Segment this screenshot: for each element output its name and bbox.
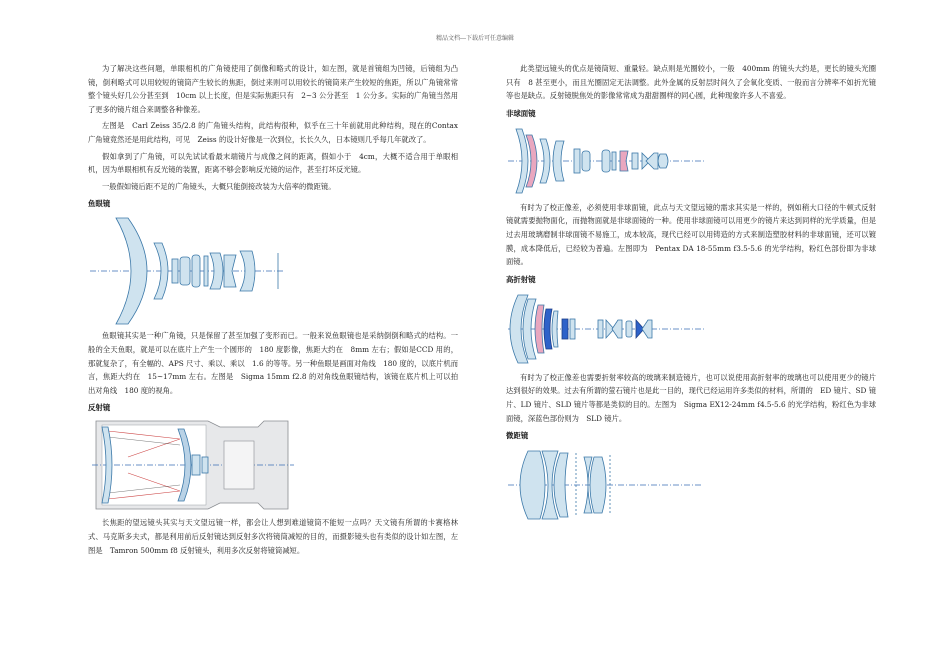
fisheye-heading: 鱼眼镜 xyxy=(88,199,111,209)
mount-section xyxy=(224,441,254,489)
aspheric-heading: 非球面镜 xyxy=(506,108,536,118)
lens-element xyxy=(204,256,208,286)
lens-element xyxy=(553,141,564,181)
low-dispersion-heading: 高折射镜 xyxy=(506,274,536,284)
lens-element xyxy=(658,154,668,168)
lens-element xyxy=(570,319,575,339)
mirror-paragraph: 长焦距的望远镜头其实与天文望远镜一样，都会让人想到难道镜筒不能短一点吗？天文镜有所谓的卡赛格林式、马克斯多夫式，都是利用前后反射镜达到反射多次将镜筒减短的目的，而摄影镜头也有类似的设计如左图，左图是 Tamron 500mm f8 反射镜头，利用多次反射将镜筒减短。 xyxy=(88,518,458,555)
sld-element xyxy=(562,319,568,339)
lens-element xyxy=(582,151,590,171)
lens-element xyxy=(552,311,558,347)
lens-element xyxy=(192,255,200,287)
fisheye-lens-diagram xyxy=(88,213,458,325)
lens-element xyxy=(632,153,638,169)
front-element xyxy=(520,451,545,519)
macro-lens-diagram xyxy=(506,445,876,525)
rear-element xyxy=(192,455,200,475)
lens-element xyxy=(602,150,610,172)
lens-element xyxy=(240,251,255,291)
intro-paragraph-2: 左图是 Carl Zeiss 35/2.8 的广角镜头结构，此结构很种，似乎在三十年前就用此种结构，现在的Contax 广角镜竟然还是用此结构，可见 Zeiss 的设计好像是一次到位，长长久久，日本镜则几乎每几年就改了。 xyxy=(88,121,458,144)
sld-element xyxy=(544,309,552,349)
right-column xyxy=(506,62,876,529)
lens-element xyxy=(612,152,616,170)
left-column xyxy=(88,62,458,560)
intro-paragraph-1: 为了解决这些问题，单眼相机的广角镜使用了倒像和略式的设计，如左图，就是首镜组为凹镜，后镜组为凸镜，倒利略式可以用较短的镜筒产生较长的焦距，倒过来则可以用较长的镜筒来产生较短的焦距，所以广角镜常常整个镜头好几公分甚至到 10cm 以上长度，但是实际焦距只有 2~3 公分甚至 1 公分多。实际的广角镜当然用了更多的镜片组合来调整各种像差。 xyxy=(88,64,458,114)
page-header: 精品文档---下载后可任意编辑 xyxy=(435,35,515,42)
fisheye-paragraph: 鱼眼镜其实是一种广角镜，只是保留了甚至加强了变形而已。一般来说鱼眼镜也是采纳倒倒和略式的结构。一般的全天鱼眼，就是可以在底片上产生一个圆形的 180 度影像，焦距大约在 8mm 左右；假如是CCD 用的，那就复杂了，有全幅的、APS 尺寸、乘以、乘以 1.6 的等等。另一种鱼眼是画面对角线 180 度的，以底片机而言，焦距大约在 15~17mm 左右。左图是 Sigma 15mm f2.8 的对角线鱼眼镜结构，该镜在底片机上可以拍出对角线 180 度的视角。 xyxy=(88,331,458,395)
low-dispersion-paragraph: 有时为了校正像差也需要折射率较高的玻璃来制造镜片，也可以说使用高折射率的玻璃也可以使用更少的镜片达到很好的效果。过去有所谓的萤石镜片也是此一目的，现代已经运用许多类似的材料，所谓的 ED 镜片、SD 镜片、LD 镜片、SLD 镜片等都是类似的目的。左图为 Sigma EX12-24mm f4.5-5.6 的光学结构，粉红色为非球面镜，深蓝色部份则为 SLD 镜片。 xyxy=(506,372,876,423)
intro-paragraph-4: 一般假如镜后距不足的广角镜头，大概只能倒接改装为大倍率的微距镜。 xyxy=(102,181,336,191)
lens-element xyxy=(646,153,658,169)
aspheric-paragraph: 有时为了校正像差，必须使用非球面镜，此点与天文望远镜的需求其实是一样的，例如稍大口径的牛顿式反射镜就需要抛物面化，而抛物面就是非球面镜的一种。使用非球面镜可以用更少的镜片来达到同样的光学质量，但是过去用玻璃磨制非球面镜不易施工，成本较高，现代已经可以用铸造的方式来制造塑胶材料的非球面镜，还可以镀膜，成本降低后，已经较为普遍。左图即为 Pentax DA 18-55mm f3.5-5.6 的光学结构，粉红色部份即为非球面镜。 xyxy=(506,202,876,267)
lens-element xyxy=(626,321,632,337)
lens-element xyxy=(612,320,622,338)
lens-element xyxy=(590,457,606,513)
aspheric-lens-diagram xyxy=(506,123,876,197)
macro-heading: 微距镜 xyxy=(506,431,529,441)
sld-lens-diagram xyxy=(506,289,876,367)
lens-element xyxy=(172,259,178,283)
lens-element xyxy=(180,257,190,285)
intro-paragraph-3: 假如拿到了广角镜，可以先试试看最末端镜片与成像之间的距离，假如小于 4cm，大概不适合用于单眼相机，因为单眼相机有反光镜的装置，距离不够会影响反光镜的运作，甚至打坏反光镜。 xyxy=(88,151,458,175)
lens-element xyxy=(642,320,652,338)
mirror-lens-diagram xyxy=(88,417,458,512)
mirror-paragraph-2: 此类望远镜头的优点是镜筒短、重量轻。缺点则是光圈较小，一般 400mm 的镜头大约是，更长的镜头光圈只有 8 甚至更小，而且光圈固定无法调整。此外金属的反射层时间久了会氧化变质、一般而言分辨率不如折光镜等也是缺点。反射镜脱焦处的影像常常成为甜甜圈样的同心圆，此种现象许多人不喜爱。 xyxy=(506,64,876,101)
lens-element xyxy=(598,320,603,338)
rear-element xyxy=(202,457,208,473)
mirror-heading: 反射镜 xyxy=(88,403,111,413)
front-element xyxy=(516,129,528,193)
lens-element xyxy=(574,149,580,173)
